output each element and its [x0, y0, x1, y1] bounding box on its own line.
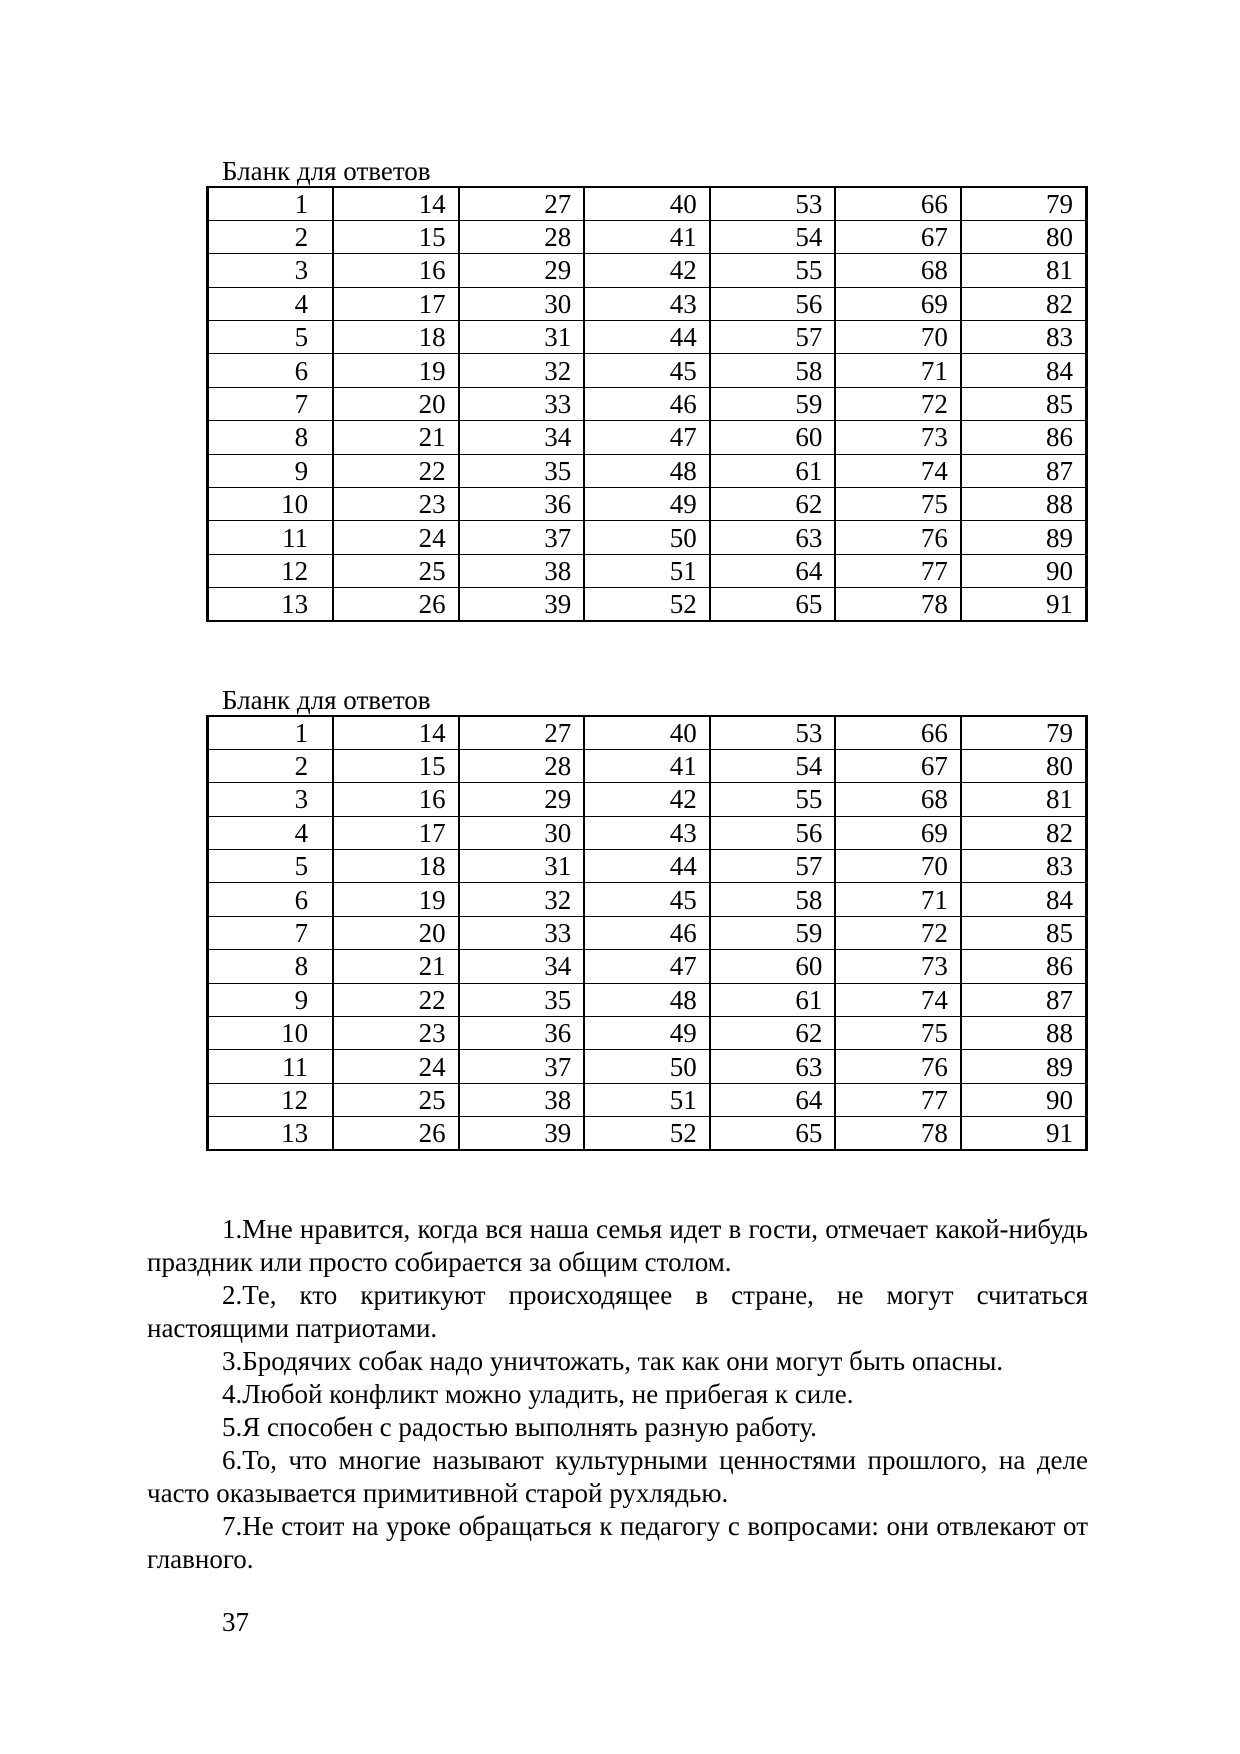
answer-cell: 73 [835, 421, 961, 454]
answer-cell: 81 [961, 254, 1087, 287]
answer-cell: 22 [333, 454, 459, 487]
answer-cell: 63 [710, 1050, 836, 1083]
answer-cell: 37 [459, 521, 585, 554]
answer-cell: 29 [459, 254, 585, 287]
answer-cell: 79 [961, 716, 1087, 749]
answer-cell: 87 [961, 454, 1087, 487]
answer-cell: 62 [710, 488, 836, 521]
answer-cell: 8 [208, 950, 334, 983]
answer-cell: 85 [961, 387, 1087, 420]
answer-cell: 53 [710, 187, 836, 220]
answer-cell: 49 [584, 488, 710, 521]
answer-cell: 4 [208, 287, 334, 320]
answer-cell: 51 [584, 1083, 710, 1116]
answer-cell: 23 [333, 488, 459, 521]
answer-cell: 78 [835, 1117, 961, 1150]
answer-cell: 15 [333, 749, 459, 782]
answer-cell: 12 [208, 554, 334, 587]
answer-cell: 27 [459, 716, 585, 749]
table-row [208, 950, 1087, 983]
answer-cell: 82 [961, 816, 1087, 849]
answer-cell: 49 [584, 1017, 710, 1050]
answer-cell: 6 [208, 883, 334, 916]
answer-cell: 23 [333, 1017, 459, 1050]
answer-cell: 57 [710, 850, 836, 883]
answer-cell: 1 [208, 187, 334, 220]
answer-cell: 22 [333, 983, 459, 1016]
answer-cell: 54 [710, 749, 836, 782]
answer-cell: 14 [333, 187, 459, 220]
answer-cell: 74 [835, 983, 961, 1016]
table-row [208, 387, 1087, 420]
answer-cell: 26 [333, 588, 459, 621]
answer-cell: 72 [835, 387, 961, 420]
question-item: 5.Я способен с радостью выполнять разную работу. [222, 1412, 817, 1442]
answer-cell: 91 [961, 588, 1087, 621]
answer-cell: 63 [710, 521, 836, 554]
answer-cell: 7 [208, 387, 334, 420]
answer-cell: 48 [584, 983, 710, 1016]
answer-cell: 50 [584, 1050, 710, 1083]
answer-cell: 89 [961, 1050, 1087, 1083]
answer-cell: 24 [333, 521, 459, 554]
answer-cell: 17 [333, 287, 459, 320]
answer-cell: 55 [710, 254, 836, 287]
answer-cell: 26 [333, 1117, 459, 1150]
table-row [208, 916, 1087, 949]
answer-cell: 38 [459, 554, 585, 587]
answer-cell: 19 [333, 883, 459, 916]
table-row [208, 1050, 1087, 1083]
answer-cell: 36 [459, 488, 585, 521]
answer-cell: 25 [333, 1083, 459, 1116]
answer-cell: 76 [835, 521, 961, 554]
answer-cell: 77 [835, 554, 961, 587]
answer-cell: 24 [333, 1050, 459, 1083]
answer-cell: 29 [459, 783, 585, 816]
answer-cell: 58 [710, 354, 836, 387]
answer-cell: 44 [584, 321, 710, 354]
answer-cell: 34 [459, 421, 585, 454]
table-row [208, 321, 1087, 354]
answer-cell: 59 [710, 916, 836, 949]
answer-cell: 61 [710, 454, 836, 487]
question-item: 2.Те, кто критикуют происходящее в стране, не могут считаться настоящими патриотами. [147, 1280, 1088, 1343]
answer-blank-title-2: Бланк для ответов [222, 685, 431, 715]
answer-cell: 20 [333, 387, 459, 420]
answer-cell: 38 [459, 1083, 585, 1116]
answer-cell: 15 [333, 220, 459, 253]
answer-cell: 79 [961, 187, 1087, 220]
answer-cell: 46 [584, 916, 710, 949]
answer-cell: 13 [208, 1117, 334, 1150]
answer-cell: 70 [835, 321, 961, 354]
answer-cell: 17 [333, 816, 459, 849]
table-row [208, 1117, 1087, 1150]
table-row [208, 588, 1087, 621]
table-row [208, 220, 1087, 253]
answer-cell: 73 [835, 950, 961, 983]
answer-cell: 31 [459, 850, 585, 883]
answer-cell: 56 [710, 816, 836, 849]
answer-cell: 32 [459, 883, 585, 916]
answer-cell: 84 [961, 883, 1087, 916]
answer-cell: 55 [710, 783, 836, 816]
answer-cell: 42 [584, 254, 710, 287]
answer-cell: 35 [459, 454, 585, 487]
answer-cell: 69 [835, 816, 961, 849]
answer-cell: 3 [208, 254, 334, 287]
table-row [208, 454, 1087, 487]
table-row [208, 554, 1087, 587]
table-row [208, 521, 1087, 554]
answer-cell: 39 [459, 1117, 585, 1150]
answer-cell: 80 [961, 220, 1087, 253]
answer-cell: 84 [961, 354, 1087, 387]
answer-cell: 42 [584, 783, 710, 816]
answer-cell: 69 [835, 287, 961, 320]
answer-cell: 30 [459, 816, 585, 849]
table-row [208, 354, 1087, 387]
answer-cell: 37 [459, 1050, 585, 1083]
table-row [208, 488, 1087, 521]
answer-cell: 10 [208, 1017, 334, 1050]
question-item: 6.То, что многие называют культурными ценностями прошлого, на деле часто оказывается примитивной старой рухлядью. [147, 1445, 1088, 1508]
table-row [208, 850, 1087, 883]
answer-cell: 2 [208, 220, 334, 253]
answer-cell: 65 [710, 1117, 836, 1150]
answer-cell: 18 [333, 850, 459, 883]
answer-cell: 30 [459, 287, 585, 320]
answer-cell: 81 [961, 783, 1087, 816]
answer-cell: 12 [208, 1083, 334, 1116]
answer-cell: 56 [710, 287, 836, 320]
answer-cell: 27 [459, 187, 585, 220]
answer-cell: 9 [208, 983, 334, 1016]
answer-cell: 76 [835, 1050, 961, 1083]
answer-cell: 90 [961, 1083, 1087, 1116]
answer-cell: 75 [835, 488, 961, 521]
answer-cell: 21 [333, 950, 459, 983]
answer-cell: 41 [584, 749, 710, 782]
answer-cell: 82 [961, 287, 1087, 320]
answer-cell: 31 [459, 321, 585, 354]
answer-cell: 83 [961, 850, 1087, 883]
answer-cell: 4 [208, 816, 334, 849]
answer-cell: 36 [459, 1017, 585, 1050]
answer-cell: 43 [584, 287, 710, 320]
answer-cell: 86 [961, 950, 1087, 983]
answer-cell: 75 [835, 1017, 961, 1050]
answer-grid-1 [206, 186, 1088, 622]
answer-cell: 1 [208, 716, 334, 749]
answer-cell: 21 [333, 421, 459, 454]
answer-cell: 34 [459, 950, 585, 983]
answer-cell: 60 [710, 421, 836, 454]
answer-cell: 66 [835, 716, 961, 749]
answer-cell: 18 [333, 321, 459, 354]
answer-cell: 44 [584, 850, 710, 883]
answer-cell: 86 [961, 421, 1087, 454]
answer-cell: 78 [835, 588, 961, 621]
question-item: 3.Бродячих собак надо уничтожать, так как они могут быть опасны. [222, 1346, 1004, 1376]
answer-cell: 67 [835, 749, 961, 782]
answer-cell: 77 [835, 1083, 961, 1116]
answer-cell: 20 [333, 916, 459, 949]
answer-cell: 53 [710, 716, 836, 749]
question-item: 7.Не стоит на уроке обращаться к педагогу с вопросами: они отвлекают от главного. [147, 1511, 1088, 1574]
answer-cell: 72 [835, 916, 961, 949]
table-row [208, 1083, 1087, 1116]
answer-cell: 62 [710, 1017, 836, 1050]
answer-cell: 39 [459, 588, 585, 621]
answer-cell: 68 [835, 254, 961, 287]
answer-cell: 64 [710, 1083, 836, 1116]
answer-cell: 10 [208, 488, 334, 521]
answer-cell: 43 [584, 816, 710, 849]
answer-cell: 33 [459, 916, 585, 949]
answer-cell: 90 [961, 554, 1087, 587]
answer-cell: 51 [584, 554, 710, 587]
answer-cell: 2 [208, 749, 334, 782]
answer-cell: 83 [961, 321, 1087, 354]
answer-cell: 57 [710, 321, 836, 354]
answer-cell: 11 [208, 521, 334, 554]
answer-cell: 32 [459, 354, 585, 387]
answer-cell: 80 [961, 749, 1087, 782]
answer-cell: 35 [459, 983, 585, 1016]
answer-cell: 60 [710, 950, 836, 983]
answer-cell: 52 [584, 1117, 710, 1150]
answer-cell: 11 [208, 1050, 334, 1083]
table-row [208, 716, 1087, 749]
answer-cell: 85 [961, 916, 1087, 949]
answer-cell: 19 [333, 354, 459, 387]
answer-cell: 28 [459, 220, 585, 253]
answer-cell: 7 [208, 916, 334, 949]
answer-cell: 61 [710, 983, 836, 1016]
answer-cell: 8 [208, 421, 334, 454]
table-row [208, 1017, 1087, 1050]
answer-cell: 25 [333, 554, 459, 587]
answer-cell: 59 [710, 387, 836, 420]
answer-cell: 88 [961, 1017, 1087, 1050]
table-row [208, 883, 1087, 916]
answer-grid-2 [206, 715, 1088, 1151]
answer-cell: 70 [835, 850, 961, 883]
answer-cell: 6 [208, 354, 334, 387]
answer-cell: 3 [208, 783, 334, 816]
answer-cell: 47 [584, 421, 710, 454]
answer-cell: 91 [961, 1117, 1087, 1150]
answer-cell: 40 [584, 716, 710, 749]
question-item: 1.Мне нравится, когда вся наша семья идет в гости, отмечает какой-нибудь праздник или просто собирается за общим столом. [147, 1214, 1088, 1277]
answer-cell: 58 [710, 883, 836, 916]
table-row [208, 421, 1087, 454]
answer-cell: 67 [835, 220, 961, 253]
page-number: 37 [222, 1607, 249, 1637]
table-row [208, 983, 1087, 1016]
answer-cell: 87 [961, 983, 1087, 1016]
answer-cell: 65 [710, 588, 836, 621]
answer-cell: 88 [961, 488, 1087, 521]
answer-cell: 13 [208, 588, 334, 621]
answer-cell: 71 [835, 354, 961, 387]
answer-cell: 50 [584, 521, 710, 554]
table-row [208, 187, 1087, 220]
table-row [208, 816, 1087, 849]
answer-cell: 16 [333, 254, 459, 287]
answer-cell: 16 [333, 783, 459, 816]
answer-cell: 89 [961, 521, 1087, 554]
answer-cell: 64 [710, 554, 836, 587]
answer-cell: 45 [584, 354, 710, 387]
table-row [208, 254, 1087, 287]
answer-cell: 68 [835, 783, 961, 816]
answer-blank-title-1: Бланк для ответов [222, 156, 431, 186]
table-row [208, 287, 1087, 320]
answer-cell: 33 [459, 387, 585, 420]
answer-cell: 14 [333, 716, 459, 749]
answer-cell: 5 [208, 321, 334, 354]
answer-cell: 74 [835, 454, 961, 487]
answer-cell: 52 [584, 588, 710, 621]
table-row [208, 749, 1087, 782]
answer-cell: 47 [584, 950, 710, 983]
answer-cell: 40 [584, 187, 710, 220]
answer-cell: 71 [835, 883, 961, 916]
table-row [208, 783, 1087, 816]
answer-cell: 45 [584, 883, 710, 916]
answer-cell: 5 [208, 850, 334, 883]
answer-cell: 66 [835, 187, 961, 220]
answer-cell: 46 [584, 387, 710, 420]
answer-cell: 9 [208, 454, 334, 487]
answer-cell: 54 [710, 220, 836, 253]
answer-cell: 41 [584, 220, 710, 253]
question-item: 4.Любой конфликт можно уладить, не прибегая к силе. [222, 1379, 854, 1409]
answer-cell: 48 [584, 454, 710, 487]
questions-list [147, 1213, 1088, 1576]
answer-cell: 28 [459, 749, 585, 782]
